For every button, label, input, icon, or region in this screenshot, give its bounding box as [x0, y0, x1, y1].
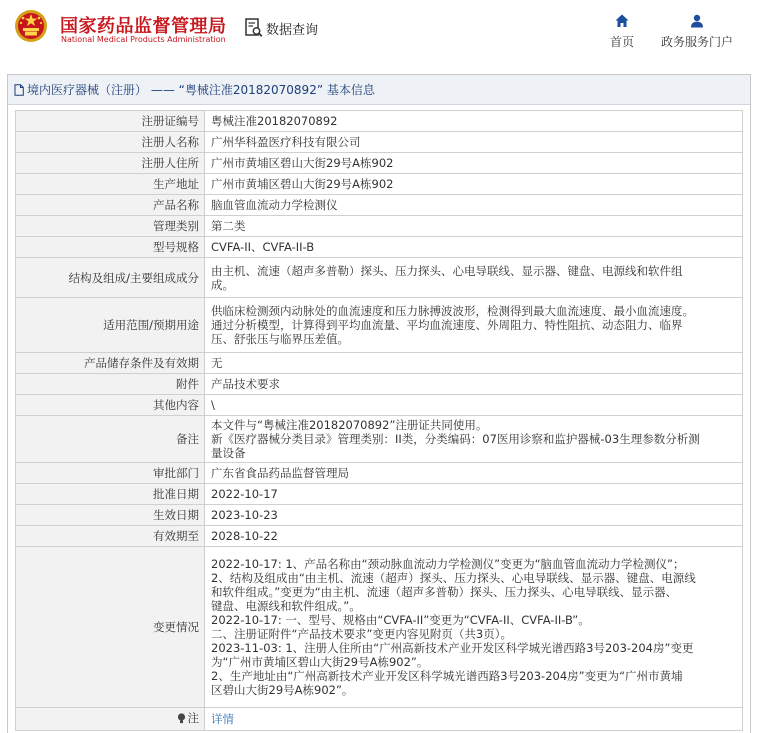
field-value: [205, 237, 743, 258]
org-name-en: National Medical Products Administration: [61, 35, 226, 44]
field-label: 其他内容: [16, 395, 205, 416]
info-row: [16, 237, 743, 258]
field-value-line: 成。: [211, 277, 234, 292]
details-link[interactable]: 详情: [211, 712, 234, 726]
field-label: 型号规格: [16, 237, 205, 258]
field-value-line: 新《医疗器械分类目录》管理类别：II类，分类编码：07医用诊察和监护器械-03生理参数分析测: [211, 432, 700, 446]
info-row: [16, 353, 743, 374]
field-label: 有效期至: [16, 526, 205, 547]
national-emblem-icon: [14, 9, 48, 43]
field-value-line: 2、结构及组成由“由主机、流速（超声）探头、压力探头、心电导联线、显示器、键盘、电源线: [211, 571, 696, 585]
site-header: [0, 0, 759, 70]
field-value: [205, 353, 743, 374]
field-value-line: 通过分析模型，计算得到平均血流量、平均血流速度、外周阻力、特性阻抗、动态阻力、临界: [211, 318, 683, 332]
field-value-line: 2028-10-22: [211, 529, 278, 543]
field-value-line: 广东省食品药品监督管理局: [211, 466, 349, 480]
field-value-line: 为“广州市黄埔区碧山大街29号A栋902”。: [211, 655, 429, 669]
info-row: [16, 416, 743, 463]
note-key: [177, 711, 200, 725]
registration-info-table: [15, 110, 743, 731]
field-value: [205, 153, 743, 174]
field-value: [205, 547, 743, 708]
field-value-line: 2023-11-03: 1、注册人住所由“广州高新技术产业开发区科学城光谱西路3号203-204房”变更: [211, 641, 694, 655]
field-value: [205, 526, 743, 547]
field-value-line: 第二类: [211, 219, 246, 233]
note-value-cell: [205, 708, 743, 731]
nav-gov-portal[interactable]: [655, 14, 739, 50]
field-label: 注册人住所: [16, 153, 205, 174]
field-value-line: 压、舒张压与临界压差值。: [211, 332, 349, 346]
field-value: [205, 463, 743, 484]
data-query-label: 数据查询: [266, 22, 319, 38]
detail-title: 境内医疗器械（注册） —— “粤械注准20182070892” 基本信息: [27, 83, 375, 97]
info-row: [16, 374, 743, 395]
field-value: [205, 505, 743, 526]
field-value-line: 广州市黄埔区碧山大街29号A栋902: [211, 177, 394, 191]
field-value: [205, 484, 743, 505]
field-label: 注册人名称: [16, 132, 205, 153]
field-value-line: 量设备: [211, 446, 246, 460]
field-label: 管理类别: [16, 216, 205, 237]
field-value-line: CVFA-II、CVFA-II-B: [211, 240, 315, 254]
home-icon: [615, 14, 629, 28]
info-row: [16, 298, 743, 353]
field-value-line: \: [211, 398, 215, 412]
field-value: [205, 216, 743, 237]
info-row: [16, 484, 743, 505]
field-value-line: 广州市黄埔区碧山大街29号A栋902: [211, 156, 394, 170]
info-row: [16, 505, 743, 526]
info-row: [16, 216, 743, 237]
nav-home[interactable]: [606, 14, 638, 50]
field-label: 变更情况: [16, 547, 205, 708]
field-value-line: 粤械注准20182070892: [211, 114, 338, 128]
field-value-line: 和软件组成。”变更为“由主机、流速（超声多普勒）探头、压力探头、心电导联线、显示器、: [211, 585, 678, 599]
detail-panel: [7, 74, 751, 733]
field-value: [205, 174, 743, 195]
info-row: [16, 547, 743, 708]
info-row: [16, 132, 743, 153]
note-label-cell: [16, 708, 205, 731]
note-label: 注: [187, 711, 199, 726]
field-value-line: 本文件与“粤械注准20182070892”注册证共同使用。: [211, 418, 488, 432]
field-value-line: 2022-10-17: 一、型号、规格由“CVFA-II”变更为“CVFA-II、CVFA-II-B”。: [211, 613, 590, 627]
detail-title-bar: [8, 75, 750, 105]
lightbulb-icon: [177, 713, 186, 724]
field-value-line: 脑血管血流动力学检测仪: [211, 198, 338, 212]
field-value-line: 二、注册证附件“产品技术要求”变更内容见附页（共3页）。: [211, 627, 512, 641]
field-value: [205, 416, 743, 463]
field-label: 生产地址: [16, 174, 205, 195]
field-label: 生效日期: [16, 505, 205, 526]
info-row: [16, 174, 743, 195]
field-value-line: 2022-10-17: 1、产品名称由“颈动脉血流动力学检测仪”变更为“脑血管血流动力学检测仪”；: [211, 557, 685, 571]
data-query-link[interactable]: [245, 17, 318, 39]
field-value-line: 广州华科盈医疗科技有限公司: [211, 135, 361, 149]
nav-home-label: 首页: [609, 35, 634, 49]
field-label: 结构及组成/主要组成成分: [16, 258, 205, 298]
info-row: [16, 111, 743, 132]
note-row: [16, 708, 743, 731]
field-value: [205, 298, 743, 353]
info-row: [16, 153, 743, 174]
field-label: 审批部门: [16, 463, 205, 484]
info-row: [16, 195, 743, 216]
field-label: 备注: [16, 416, 205, 463]
info-row: [16, 395, 743, 416]
org-name-cn: 国家药品监督管理局: [60, 16, 227, 37]
field-value-line: 无: [211, 356, 223, 370]
field-value: [205, 258, 743, 298]
field-value-line: 供临床检测颈内动脉处的血流速度和压力脉搏波波形，检测得到最大血流速度、最小血流速度。: [211, 304, 694, 318]
field-label: 产品储存条件及有效期: [16, 353, 205, 374]
info-row: [16, 463, 743, 484]
field-value: [205, 395, 743, 416]
field-label: 注册证编号: [16, 111, 205, 132]
document-icon: [14, 84, 24, 96]
field-label: 附件: [16, 374, 205, 395]
field-label: 适用范围/预期用途: [16, 298, 205, 353]
field-label: 批准日期: [16, 484, 205, 505]
field-value: [205, 111, 743, 132]
field-value: [205, 132, 743, 153]
field-value-line: 产品技术要求: [211, 377, 280, 391]
document-search-icon: [245, 18, 263, 38]
field-value-line: 2、生产地址由“广州高新技术产业开发区科学城光谱西路3号203-204房”变更为“广州市黄埔: [211, 669, 683, 683]
field-value-line: 键盘、电源线和软件组成。”。: [211, 599, 361, 613]
field-label: 产品名称: [16, 195, 205, 216]
field-value-line: 2023-10-23: [211, 508, 278, 522]
field-value-line: 由主机、流速（超声多普勒）探头、压力探头、心电导联线、显示器、键盘、电源线和软件组: [211, 263, 683, 278]
field-value-line: 区碧山大街29号A栋902”。: [211, 683, 354, 697]
info-row: [16, 258, 743, 298]
field-value: [205, 374, 743, 395]
field-value: [205, 195, 743, 216]
nav-gov-portal-label: 政务服务门户: [660, 35, 733, 49]
user-icon: [690, 14, 704, 28]
info-row: [16, 526, 743, 547]
field-value-line: 2022-10-17: [211, 487, 278, 501]
